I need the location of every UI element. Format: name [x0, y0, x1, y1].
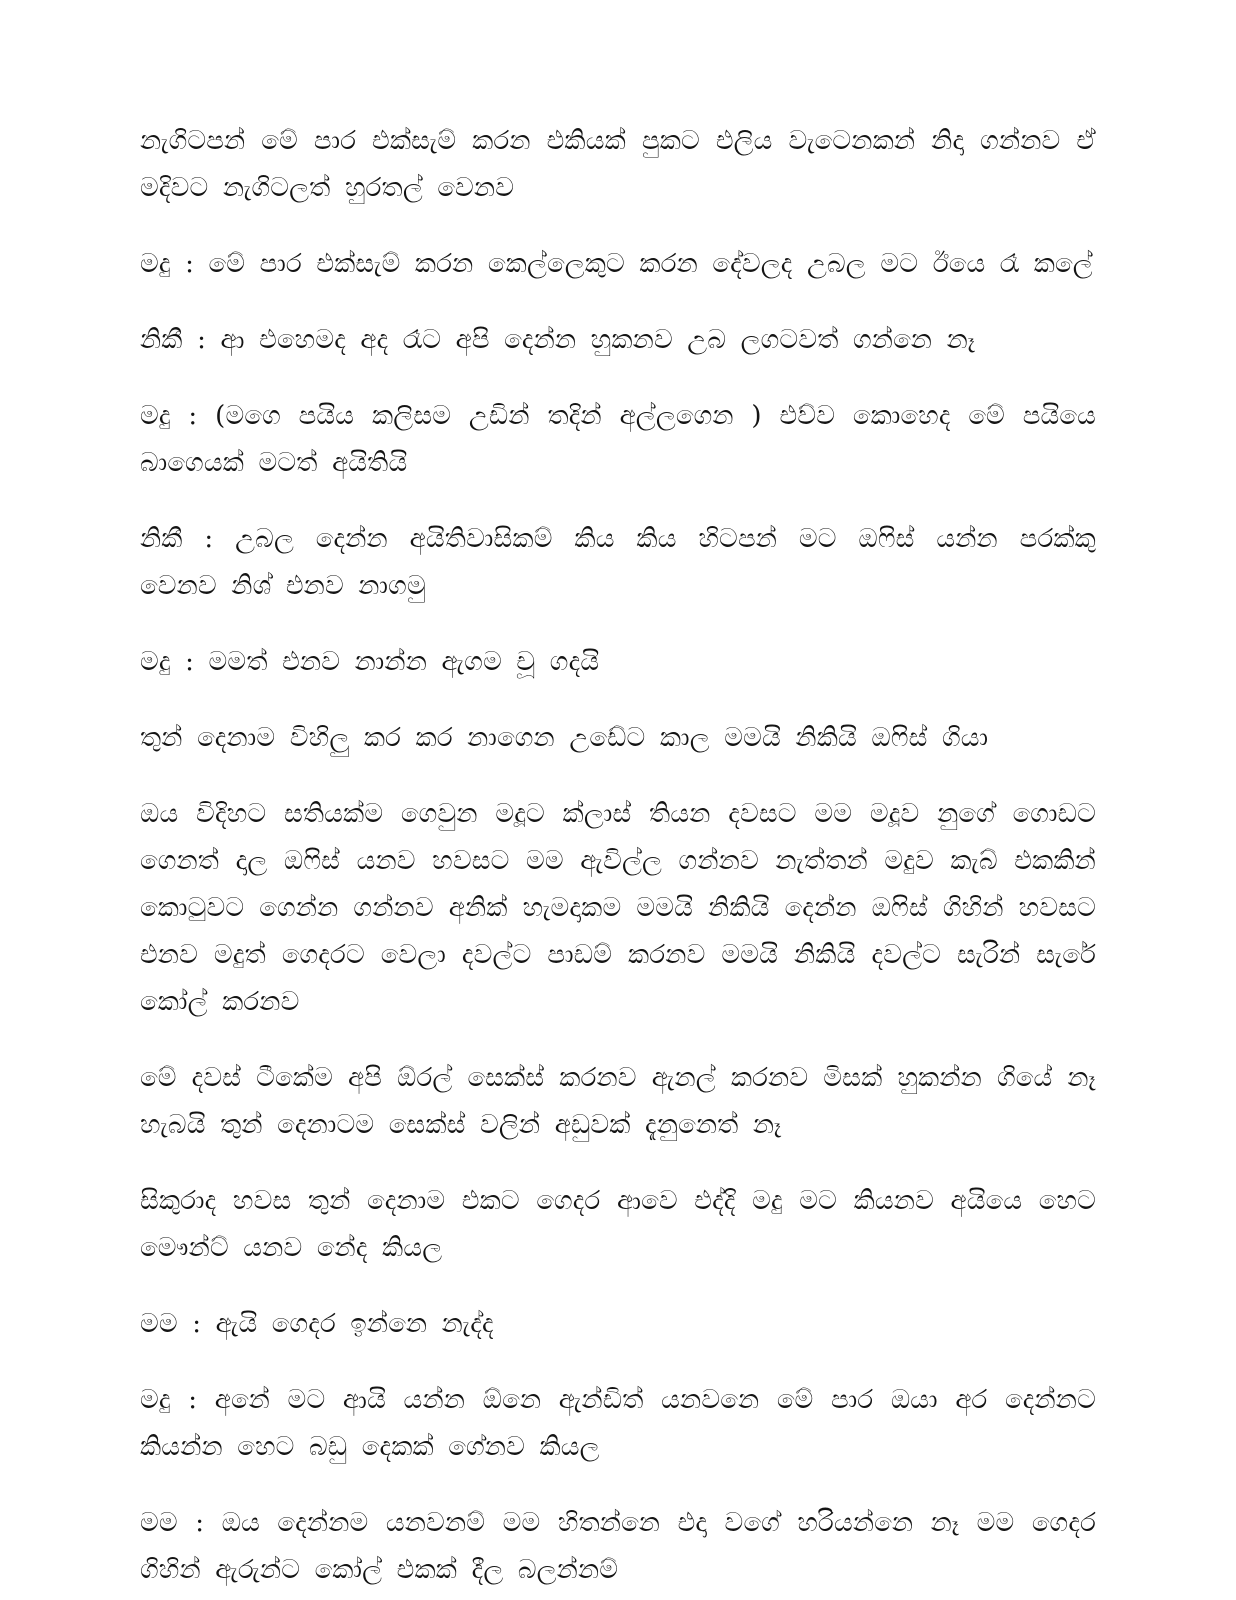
paragraph-narration: නැගිටපන් මේ පාර එක්සැම් කරන එකියක් පුකට එලිය වැටෙනකන් නිදා ගන්නව ඒ මදිවට නැගිටලත් හුරතල් වෙනව [140, 126, 1096, 203]
paragraph-dialogue-madu: මදු : මේ පාර එක්සැම් කරන කෙල්ලෙකුට කරන දේවලද උබල මට ඊයෙ රෑ කලේ [140, 249, 1093, 279]
paragraph-narration: මේ දවස් ටීකේම අපි ඕරල් සෙක්ස් කරනව ඇනල් කරනව මිසක් හුකන්න ගියේ නෑ හැබයි තුන් දෙනාටම සෙක්ස් වලින් අඩුවක් දැනුනෙත් නෑ [140, 1063, 1096, 1140]
paragraph-narration: ඔය විදිහට සතියක්ම ගෙවුන මදූට ක්ලාස් තියන දවසට මම මදූව නුගේ ගොඩට ගෙනත් දාල ඔෆිස් යනව හවසට මම ඇවිල්ල ගන්නව නැත්තන් මදුව කැබ් එකකින් කොටුවට ගෙන්න ගන්නව අනික් හැමදාකම මමයි නිකියි දෙන්න ඔෆිස් ගිහින් හවසට එනව මදුත් ගෙදරට වෙලා දවල්ට පාඩම් කරනව මමයි නිකියි දවල්ට සැරින් සැරේ කෝල් කරනව [140, 799, 1096, 1017]
paragraph-dialogue-nikee: නිකී : උබල දෙන්න අයිතිවාසිකම් කිය කිය හිටපන් මට ඔෆිස් යන්න පරක්කු වෙනව නිශ් එනව නාගමු [140, 524, 1096, 601]
paragraph-dialogue-madu: මදු : (මගෙ පයිය කලිසම උඩින් තදින් අල්ලගෙන ) එව්ව කොහෙද මේ පයියෙ බාගෙයක් මටත් අයිතියි [140, 401, 1096, 478]
paragraph-narration: සිකුරාද හවස තුන් දෙනාම එකට ගෙදර ආවෙ එද්දි මදු මට කියනව අයියෙ හෙට මෞන්ට් යනව නේද කියල [140, 1186, 1096, 1263]
paragraph-dialogue-madu: මදු : මමත් එනව නාන්න ඇගම චූ ගදයි [140, 647, 600, 677]
paragraph-narration: තුන් දෙනාම විහිලු කර කර නාගෙන උඩේට කාල මමයි නිකියි ඔෆිස් ගියා [140, 723, 989, 753]
paragraph-dialogue-madu: මදු : අනේ මට ආයි යන්න ඕනෙ ඇන්ඩිත් යනවනෙ මේ පාර ඔයා අර දෙන්නට කියන්න හෙට බඩු දෙකක් ගේනව කියල [140, 1385, 1096, 1462]
paragraph-dialogue-nikee: නිකී : ආ එහෙමද අද රෑට අපි දෙන්න හුකනව උබ ලගටවත් ගන්නෙ නෑ [140, 325, 976, 355]
paragraph-dialogue-mama: මම : ඇයි ගෙදර ඉන්නෙ නැද්ද [140, 1309, 494, 1339]
paragraph-dialogue-mama: මම : ඔය දෙන්නම යනවනම් මම හිතන්නෙ එදා වගේ හරියන්නෙ නෑ මම ගෙදර ගිහින් ඇරුන්ට කෝල් එකක් දීල බලන්නම් [140, 1508, 1096, 1585]
text-block [140, 118, 1096, 1600]
